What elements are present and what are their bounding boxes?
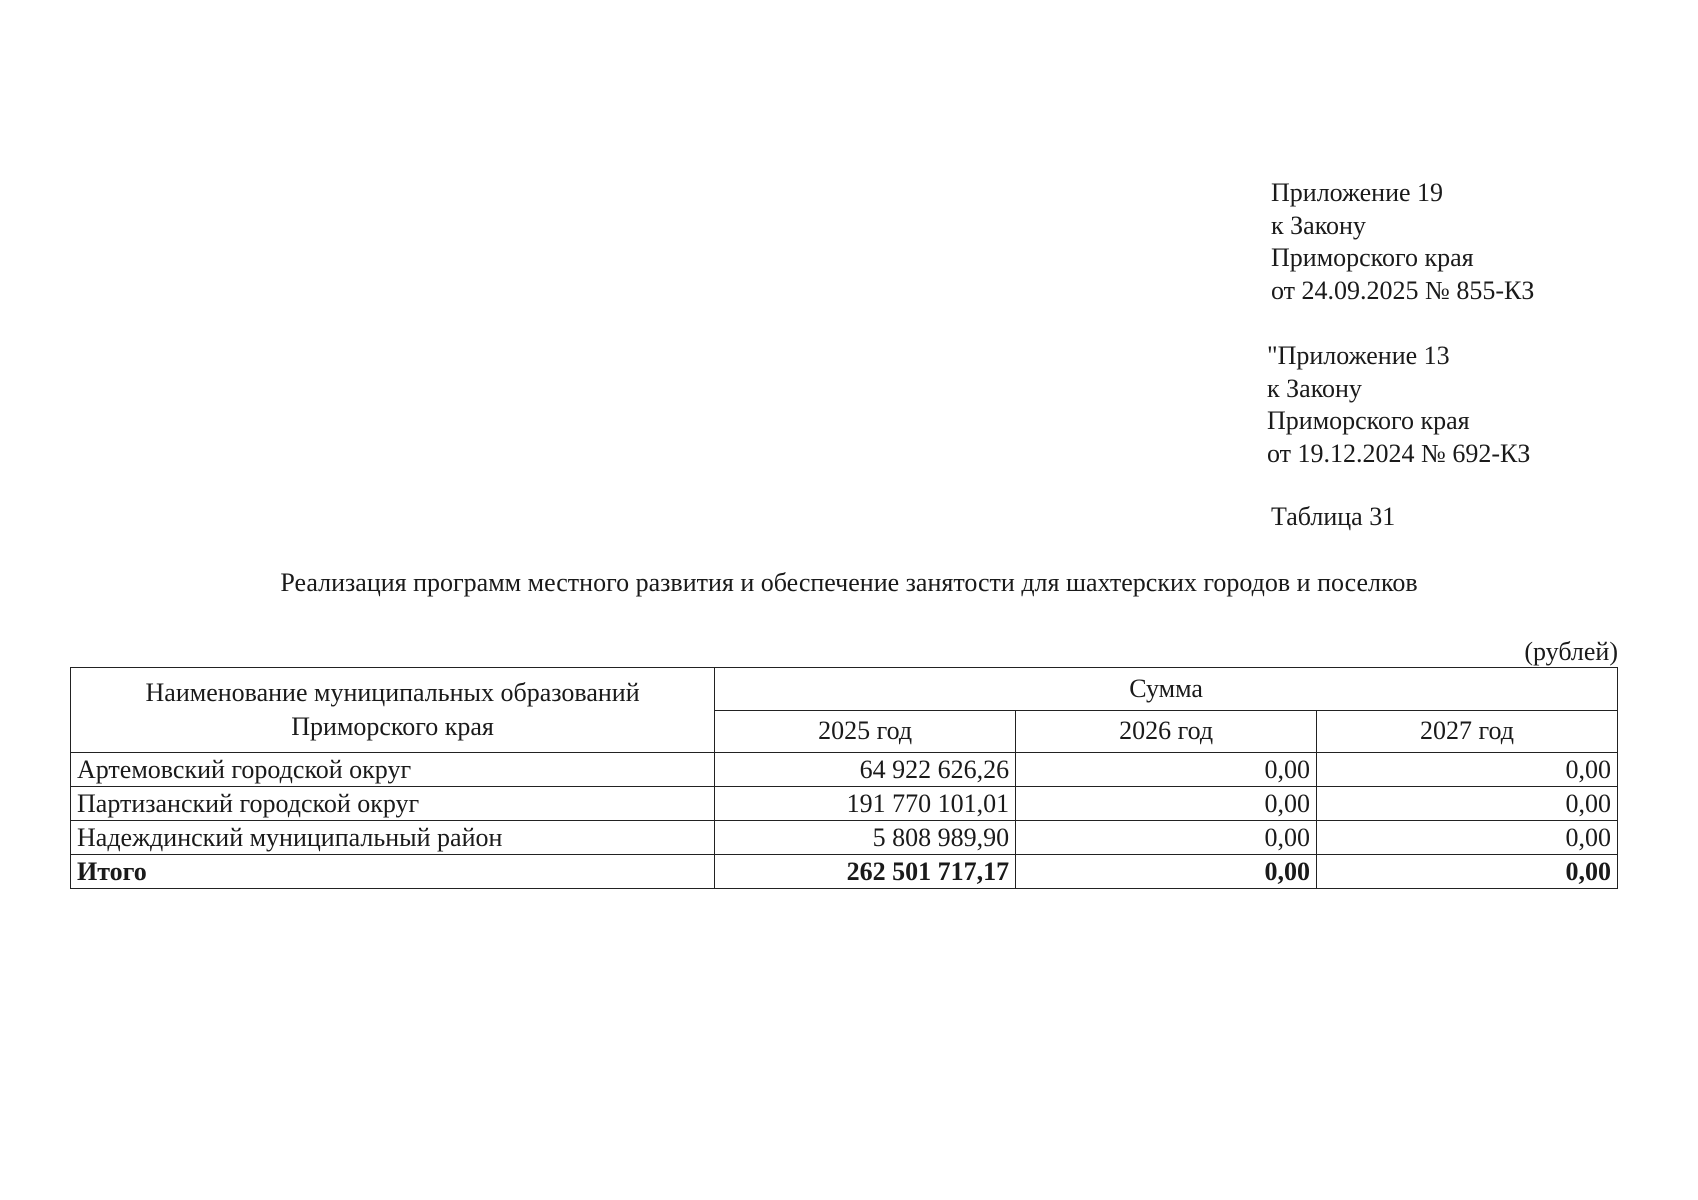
appendix-19-line: Приморского края — [1271, 243, 1474, 272]
year-2026-header: 2026 год — [1016, 710, 1317, 753]
amount-2025: 5 808 989,90 — [715, 821, 1016, 855]
total-2026: 0,00 — [1016, 855, 1317, 889]
unit-label: (рублей) — [1524, 637, 1618, 666]
amount-2025: 191 770 101,01 — [715, 787, 1016, 821]
table-row — [71, 753, 1618, 787]
year-2027-header: 2027 год — [1317, 710, 1618, 753]
total-row — [71, 855, 1618, 889]
municipality-name: Надеждинский муниципальный район — [71, 821, 715, 855]
appendix-19-reference — [1271, 177, 1534, 307]
appendix-13-line: от 19.12.2024 № 692-КЗ — [1267, 438, 1531, 468]
total-2025: 262 501 717,17 — [715, 855, 1016, 889]
document-title: Реализация программ местного развития и обеспечение занятости для шахтерских городов и поселков — [280, 568, 1418, 597]
municipality-name: Артемовский городской округ — [71, 753, 715, 787]
total-label: Итого — [71, 855, 715, 889]
appendix-13-line: Приморского края — [1267, 406, 1470, 435]
sum-column-header: Сумма — [715, 668, 1618, 711]
appendix-13-line: к Закону — [1267, 373, 1362, 403]
table-row — [71, 787, 1618, 821]
municipality-column-header — [71, 668, 715, 753]
appendix-19-line: Приложение 19 — [1271, 178, 1444, 207]
appendix-13-reference — [1267, 340, 1530, 470]
amount-2025: 64 922 626,26 — [715, 753, 1016, 787]
header-line: Приморского края — [291, 712, 494, 741]
appendix-13-line: "Приложение 13 — [1267, 341, 1450, 370]
appendix-19-line: к Закону — [1271, 210, 1366, 240]
year-2025-header: 2025 год — [715, 710, 1016, 753]
budget-table — [70, 667, 1618, 889]
amount-2026: 0,00 — [1016, 821, 1317, 855]
table-number: Таблица 31 — [1271, 502, 1396, 531]
table-row — [71, 821, 1618, 855]
total-2027: 0,00 — [1317, 855, 1618, 889]
appendix-19-line: от 24.09.2025 № 855-КЗ — [1271, 275, 1535, 305]
amount-2026: 0,00 — [1016, 753, 1317, 787]
municipality-name: Партизанский городской округ — [71, 787, 715, 821]
amount-2026: 0,00 — [1016, 787, 1317, 821]
header-line: Наименование муниципальных образований — [145, 678, 640, 707]
amount-2027: 0,00 — [1317, 787, 1618, 821]
amount-2027: 0,00 — [1317, 821, 1618, 855]
amount-2027: 0,00 — [1317, 753, 1618, 787]
